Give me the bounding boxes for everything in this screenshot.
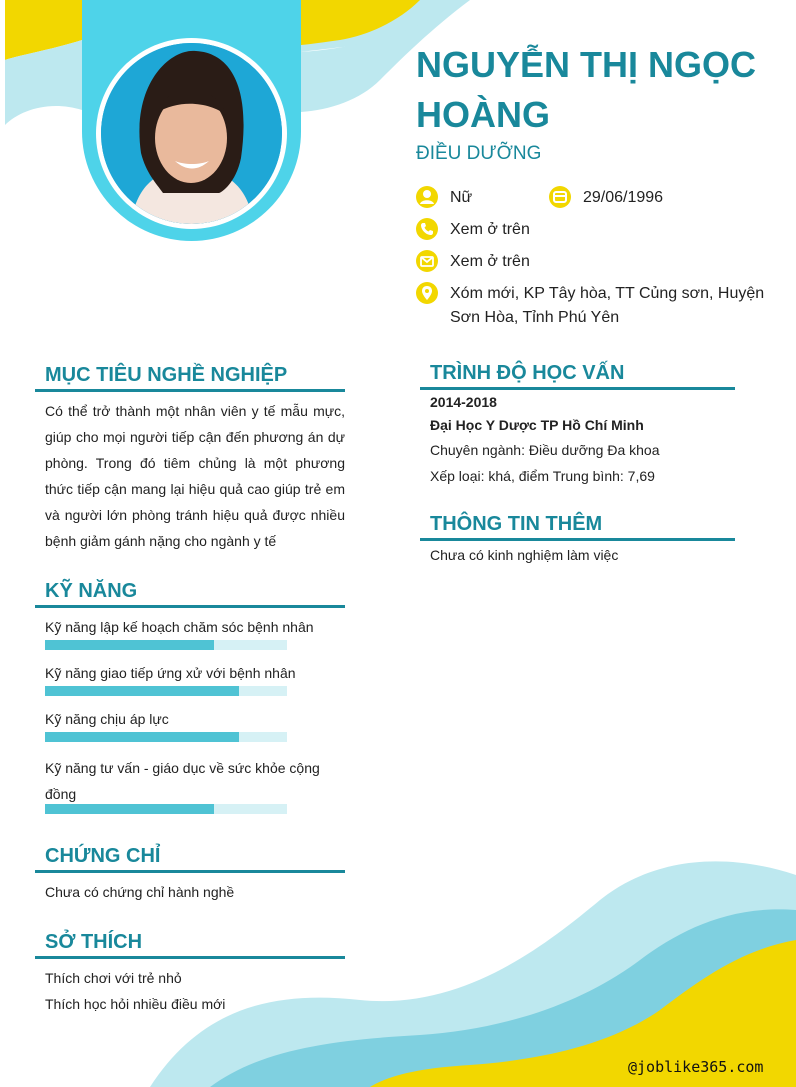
skill-label: Kỹ năng giao tiếp ứng xử với bệnh nhân (45, 665, 296, 681)
education-title: TRÌNH ĐỘ HỌC VẤN (430, 362, 625, 384)
phone-icon (416, 218, 438, 240)
certificates-text: Chưa có chứng chỉ hành nghề (45, 884, 235, 900)
skill-bar (45, 732, 287, 742)
certificates-title: CHỨNG CHỈ (45, 845, 161, 867)
skill-bar-fill (45, 640, 214, 650)
hobby-item: Thích chơi với trẻ nhỏ (45, 970, 182, 986)
skill-bar-fill (45, 804, 214, 814)
skill-bar-fill (45, 686, 239, 696)
person-icon (416, 186, 438, 208)
career-objective-title: MỤC TIÊU NGHỀ NGHIỆP (45, 364, 288, 386)
section-divider (420, 538, 735, 541)
skill-bar-fill (45, 732, 239, 742)
phone-value: Xem ở trên (450, 221, 530, 238)
education-grade: Xếp loại: khá, điểm Trung bình: 7,69 (430, 468, 655, 484)
education-major: Chuyên ngành: Điều dưỡng Đa khoa (430, 442, 660, 458)
section-divider (35, 870, 345, 873)
address-value: Xóm mới, KP Tây hòa, TT Củng sơn, Huyện Sơn Hòa, Tỉnh Phú Yên (450, 285, 765, 326)
education-period: 2014-2018 (430, 394, 497, 410)
skill-bar (45, 686, 287, 696)
skill-label: Kỹ năng tư vấn - giáo dục về sức khỏe cộng đồng (45, 760, 320, 802)
section-divider (420, 387, 735, 390)
location-icon (416, 282, 438, 304)
site-watermark: @joblike365.com (628, 1058, 764, 1076)
education-school: Đại Học Y Dược TP Hồ Chí Minh (430, 417, 644, 433)
gender-value: Nữ (450, 189, 473, 206)
section-divider (35, 605, 345, 608)
skill-bar (45, 804, 287, 814)
hobby-item: Thích học hỏi nhiều điều mới (45, 996, 226, 1012)
extra-info-title: THÔNG TIN THÊM (430, 513, 603, 535)
profile-photo (101, 43, 282, 224)
email-icon (416, 250, 438, 272)
candidate-name: NGUYỄN THỊ NGỌC HOÀNG (416, 44, 757, 135)
extra-info-text: Chưa có kinh nghiệm làm việc (430, 547, 619, 563)
hobbies-title: SỞ THÍCH (45, 931, 143, 953)
job-title: ĐIỀU DƯỠNG (416, 143, 542, 164)
section-divider (35, 956, 345, 959)
skill-label: Kỹ năng lập kế hoạch chăm sóc bệnh nhân (45, 619, 314, 635)
email-value: Xem ở trên (450, 253, 530, 270)
career-objective-text: Có thể trở thành một nhân viên y tế mẫu mực, giúp cho mọi người tiếp cận đến phương án dự phòng. Trong đó tiêm chủng là một phương thức tiếp cận mang lại hiệu quả cao giúp trẻ em và người lớn phòng tránh hiệu quả được nhiều bệnh giảm gánh nặng cho ngành y tế (45, 403, 345, 549)
dob-value: 29/06/1996 (583, 189, 664, 206)
calendar-icon (549, 186, 571, 208)
section-divider (35, 389, 345, 392)
skill-bar (45, 640, 287, 650)
skills-title: KỸ NĂNG (45, 580, 138, 602)
skill-label: Kỹ năng chịu áp lực (45, 711, 169, 727)
